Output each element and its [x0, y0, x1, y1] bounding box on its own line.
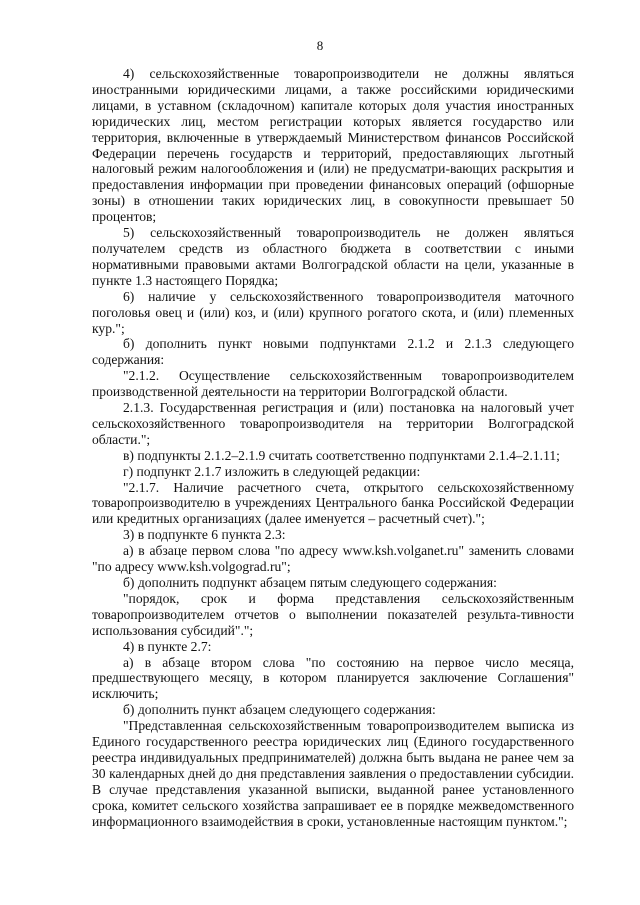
paragraph: "2.1.7. Наличие расчетного счета, открытого сельскохозяйственному товаропроизводителю в учреждениях Центрального банка Российской Федерации или кредитных организациях (далее именуется – расчетный счет).";	[92, 479, 574, 527]
page-number: 8	[316, 38, 324, 53]
paragraph: "2.1.2. Осуществление сельскохозяйственным товаропроизводителем производственной деятельности на территории Волгоградской области.	[92, 368, 574, 400]
paragraph: в) подпункты 2.1.2–2.1.9 считать соответственно подпунктами 2.1.4–2.1.11;	[123, 447, 560, 463]
paragraph: "порядок, срок и форма представления сельскохозяйственным товаропроизводителем отчетов о выполнении показателей результа-тивности использования субсидий".";	[92, 590, 574, 638]
paragraph: "Представленная сельскохозяйственным товаропроизводителем выписка из Единого государственного реестра юридических лиц (Единого государственного реестра индивидуальных предпринимателей) должна быть выдана не ранее чем за 30 календарных дней до дня представления заявления о предоставлении субсидии. В случае представления указанной выписки, выданной ранее установленного срока, комитет сельского хозяйства запрашивает ее в порядке межведомственного информационного взаимодействия в сроки, установленные настоящим пунктом.";	[92, 718, 574, 829]
paragraph: г) подпункт 2.1.7 изложить в следующей редакции:	[123, 463, 421, 479]
paragraph: 6) наличие у сельскохозяйственного товаропроизводителя маточного поголовья овец и (или) коз, и (или) крупного рогатого скота, и (или) племенных кур.";	[92, 288, 574, 336]
paragraph: б) дополнить пункт абзацем следующего содержания:	[123, 702, 436, 718]
paragraph: 4) сельскохозяйственные товаропроизводители не должны являться иностранными юридическими лицами, а также российскими юридическими лицами, в уставном (складочном) капитале которых доля участия иностранных юридических лиц, местом регистрации которых является государство или территория, включенные в утверждаемый Министерством финансов Российской Федерации перечень государств и территорий, предоставляющих льготный налоговый режим налогообложения и (или) не предусматри-вающих раскрытия и предоставления информации при проведении финансовых операций (офшорные зоны) в отношении таких юридических лиц, в совокупности превышает 50 процентов;	[92, 66, 574, 225]
paragraph: а) в абзаце первом слова "по адресу www.ksh.volganet.ru" заменить словами "по адресу www.ksh.volgograd.ru";	[92, 543, 574, 575]
paragraph: б) дополнить подпункт абзацем пятым следующего содержания:	[123, 575, 497, 590]
paragraph: 3) в подпункте 6 пункта 2.3:	[123, 527, 286, 543]
paragraph: а) в абзаце втором слова "по состоянию на первое число месяца, предшествующего месяцу, в котором планируется заключение Соглашения" исключить;	[92, 654, 574, 702]
paragraph: 4) в пункте 2.7:	[123, 638, 212, 654]
paragraph: 5) сельскохозяйственный товаропроизводитель не должен являться получателем средств из областного бюджета в соответствии с иными нормативными правовыми актами Волгоградской области на цели, указанные в пункте 1.3 настоящего Порядка;	[92, 225, 574, 288]
paragraph: б) дополнить пункт новыми подпунктами 2.1.2 и 2.1.3 следующего содержания:	[92, 336, 574, 368]
document-body	[92, 66, 574, 830]
paragraph: 2.1.3. Государственная регистрация и (или) постановка на налоговый учет сельскохозяйственного товаропроизводителя на территории Волгоградской области.";	[92, 400, 574, 447]
